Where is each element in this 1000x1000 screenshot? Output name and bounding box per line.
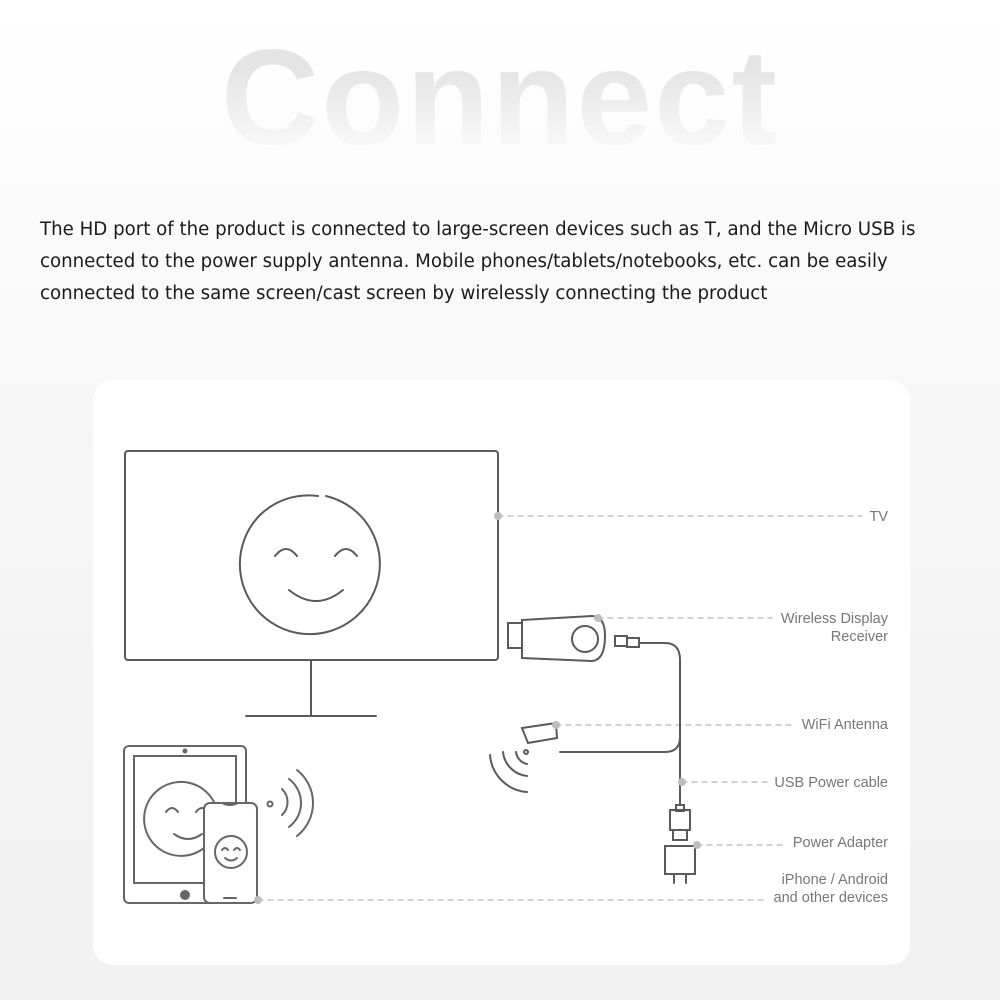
marker-dots <box>254 512 701 904</box>
label-receiver-line2: Receiver <box>830 629 888 645</box>
label-receiver <box>779 610 888 646</box>
label-devices <box>772 871 888 907</box>
antenna-icon <box>490 723 557 792</box>
label-cable: USB Power cable <box>774 775 888 791</box>
description: The HD port of the product is connected to large-screen devices such as T, and the Micro USB is connected to the power supply antenna. Mobile phones/tablets/notebooks, etc. can be easily connected to the same screen/cast screen by wirelessly connecting the product <box>40 219 916 304</box>
phone-icon <box>204 803 257 903</box>
label-devices-line1: iPhone / Android <box>781 872 888 888</box>
label-receiver-line1: Wireless Display <box>780 611 888 627</box>
label-devices-line2: and other devices <box>773 890 888 906</box>
page-title: Connect <box>0 22 1000 172</box>
label-adapter: Power Adapter <box>792 835 888 851</box>
tv-icon <box>125 451 498 716</box>
tv-smiley-face <box>240 496 380 634</box>
usb-plug-icon <box>670 805 690 840</box>
leader-lines <box>258 516 862 900</box>
power-adapter-icon <box>665 846 695 883</box>
label-antenna: WiFi Antenna <box>801 717 888 733</box>
label-tv: TV <box>869 509 888 525</box>
receiver-icon <box>508 616 680 805</box>
wifi-signal-icon <box>268 770 314 836</box>
